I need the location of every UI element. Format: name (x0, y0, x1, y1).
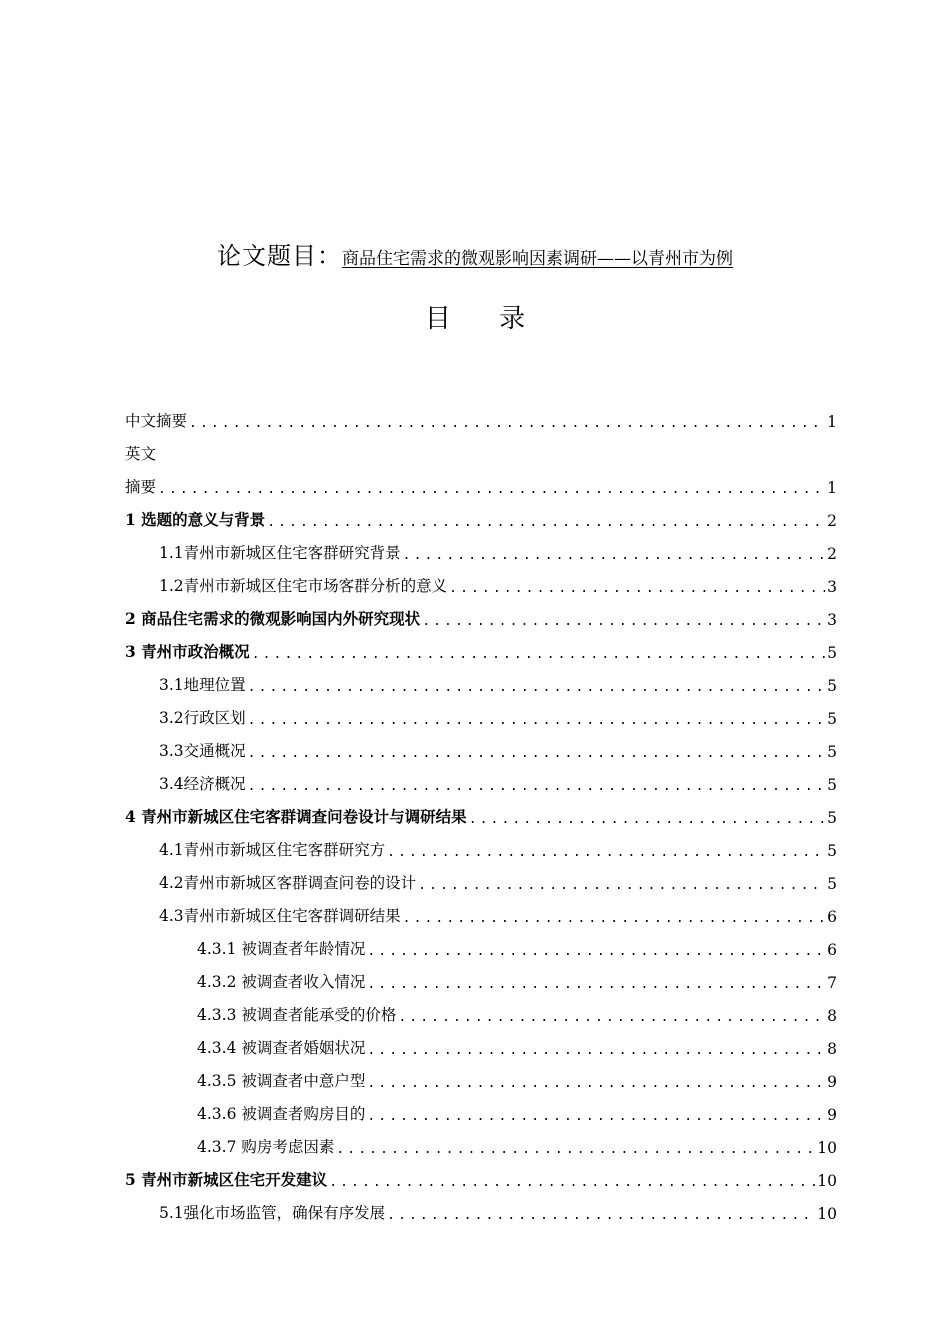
toc-entry[interactable] (125, 1164, 837, 1190)
toc-entry-text: 英文 (125, 445, 157, 463)
toc-entry[interactable] (159, 570, 837, 596)
toc-dot-leader (336, 1142, 815, 1157)
toc-dot-leader (367, 1076, 825, 1091)
toc-dot-leader (367, 944, 825, 959)
toc-entry-text: 中文摘要 (125, 412, 188, 430)
toc-entry-page: 2 (827, 545, 837, 563)
toc-entry[interactable] (197, 999, 837, 1025)
toc-entry[interactable] (159, 735, 837, 761)
toc-entry-page: 6 (827, 908, 837, 926)
toc-entry-text: 4.3.5 被调查者中意户型 (197, 1072, 366, 1090)
toc-entry-text: 4.3.7 购房考虑因素 (197, 1138, 335, 1156)
toc-entry[interactable] (159, 537, 837, 563)
toc-entry-page: 10 (817, 1205, 837, 1223)
toc-entry[interactable] (125, 603, 837, 629)
toc-entry-page: 5 (827, 842, 837, 860)
toc-entry-text: 4.3.6 被调查者购房目的 (197, 1105, 366, 1123)
toc-dot-leader (449, 581, 825, 596)
toc-entry-page: 1 (827, 479, 837, 497)
toc-entry[interactable] (159, 768, 837, 794)
toc-entry-page: 5 (827, 644, 837, 662)
toc-dot-leader (422, 614, 825, 629)
toc-entry-page: 1 (827, 413, 837, 431)
toc-entry-text: 4.3.1 被调查者年龄情况 (197, 940, 366, 958)
toc-entry[interactable] (125, 636, 837, 662)
toc-dot-leader (158, 482, 825, 497)
toc-entry-text: 4.3.2 被调查者收入情况 (197, 973, 366, 991)
toc-entry-text: 1.2青州市新城区住宅市场客群分析的意义 (159, 577, 448, 595)
thesis-title-line (0, 236, 950, 271)
toc-dot-leader (248, 746, 825, 761)
toc-entry-text: 4 青州市新城区住宅客群调查问卷设计与调研结果 (125, 807, 467, 826)
toc-entry[interactable] (197, 1065, 837, 1091)
toc-entry-page: 7 (827, 974, 837, 992)
toc-entry-text: 5.1强化市场监管，确保有序发展 (159, 1204, 386, 1222)
toc-entry[interactable] (159, 669, 837, 695)
toc-dot-leader (387, 845, 825, 860)
toc-heading: 目 录 (424, 304, 546, 334)
toc-entry-text: 2 商品住宅需求的微观影响国内外研究现状 (125, 609, 421, 628)
toc-entry-text: 3 青州市政治概况 (125, 642, 250, 661)
toc-entry-page: 5 (827, 809, 837, 827)
toc-dot-leader (367, 1043, 825, 1058)
toc-entry-text: 3.4经济概况 (159, 775, 246, 793)
toc-entry[interactable] (159, 702, 837, 728)
toc-entry-page: 5 (827, 743, 837, 761)
toc-entry-page: 5 (827, 710, 837, 728)
toc-entry[interactable] (159, 867, 837, 893)
toc-entry-text: 1.1青州市新城区住宅客群研究背景 (159, 544, 401, 562)
toc-entry-page: 3 (827, 578, 837, 596)
toc-entry-page: 10 (817, 1139, 837, 1157)
toc-entry[interactable] (197, 1098, 837, 1124)
toc-entry-page: 5 (827, 875, 837, 893)
toc-dot-leader (469, 812, 825, 827)
toc-dot-leader (267, 515, 825, 530)
toc-dot-leader (367, 977, 825, 992)
toc-entry[interactable] (197, 1032, 837, 1058)
toc-entry-text: 4.3.4 被调查者婚姻状况 (197, 1039, 366, 1057)
toc-entry[interactable] (197, 966, 837, 992)
toc-entry[interactable] (159, 834, 837, 860)
toc-dot-leader (252, 647, 825, 662)
toc-entry-text: 4.2青州市新城区客群调查问卷的设计 (159, 874, 417, 892)
toc-entry[interactable] (125, 471, 837, 497)
toc-entry[interactable] (159, 900, 837, 926)
toc-entry[interactable] (197, 933, 837, 959)
toc-dot-leader (403, 548, 825, 563)
toc-entry-page: 8 (827, 1007, 837, 1025)
toc-entry-page: 3 (827, 611, 837, 629)
toc-entry-page: 9 (827, 1106, 837, 1124)
toc-entry-text: 4.3青州市新城区住宅客群调研结果 (159, 907, 401, 925)
toc-entry-text: 3.3交通概况 (159, 742, 246, 760)
toc-dot-leader (248, 779, 825, 794)
toc-dot-leader (329, 1175, 815, 1190)
toc-entry-text: 5 青州市新城区住宅开发建议 (125, 1170, 328, 1189)
toc-dot-leader (418, 878, 825, 893)
toc-entry-text: 1 选题的意义与背景 (125, 510, 266, 529)
toc-dot-leader (189, 416, 825, 431)
toc-entry-text: 4.3.3 被调查者能承受的价格 (197, 1006, 397, 1024)
toc-entry[interactable] (125, 504, 837, 530)
toc-entry-page: 10 (817, 1172, 837, 1190)
toc-entry-page: 2 (827, 512, 837, 530)
toc-dot-leader (387, 1208, 815, 1223)
toc-entry-page: 5 (827, 776, 837, 794)
toc-entry-page: 9 (827, 1073, 837, 1091)
toc-dot-leader (248, 713, 825, 728)
toc-dot-leader (248, 680, 825, 695)
toc-entry[interactable] (125, 405, 837, 431)
toc-entry-page: 5 (827, 677, 837, 695)
thesis-title: 商品住宅需求的微观影响因素调研——以青州市为例 (342, 249, 733, 269)
toc-dot-leader (398, 1010, 825, 1025)
toc-entry-text: 摘要 (125, 478, 157, 496)
toc-entry[interactable] (125, 801, 837, 827)
toc-dot-leader (367, 1109, 825, 1124)
toc-entry-page: 6 (827, 941, 837, 959)
toc-dot-leader (403, 911, 825, 926)
thesis-label: 论文题目： (217, 242, 342, 270)
toc-entry-text: 3.2行政区划 (159, 709, 246, 727)
toc-entry[interactable] (197, 1131, 837, 1157)
toc-entry[interactable] (159, 1197, 837, 1223)
toc-entry-wrapped[interactable] (125, 438, 156, 464)
toc-entry-page: 8 (827, 1040, 837, 1058)
toc-entry-text: 4.1青州市新城区住宅客群研究方 (159, 841, 386, 859)
toc-entry-text: 3.1地理位置 (159, 676, 246, 694)
